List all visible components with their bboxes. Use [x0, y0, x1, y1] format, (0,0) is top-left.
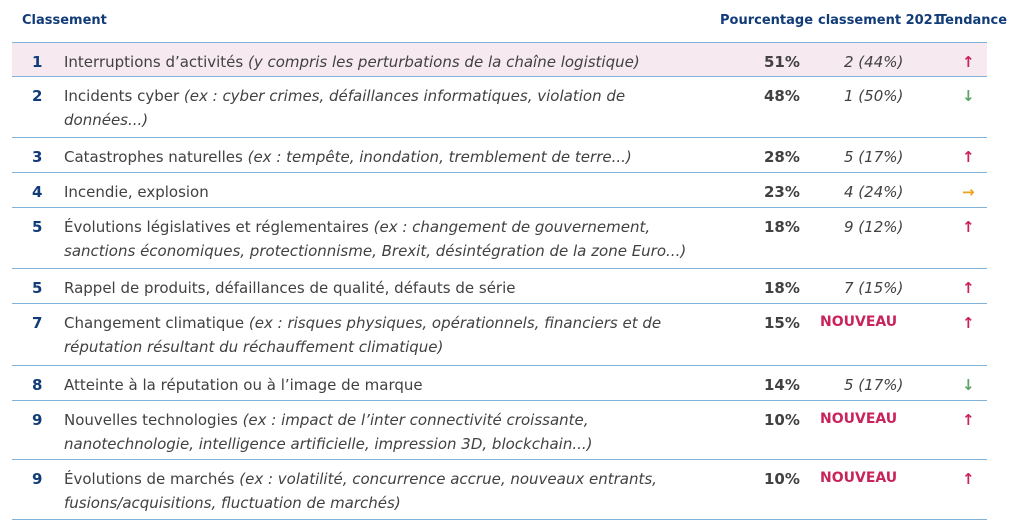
row-rank: 5	[32, 218, 43, 236]
row-label	[64, 215, 704, 263]
row-label-main: Incendie, explosion	[64, 183, 209, 201]
arrow-down-icon: ↓	[962, 87, 975, 105]
row-rank: 8	[32, 376, 43, 394]
row-label	[64, 145, 704, 169]
row-label-detail: (ex : tempête, inondation, tremblement de terre...)	[247, 148, 632, 166]
arrow-up-icon: ↑	[962, 218, 975, 236]
arrow-up-icon: ↑	[962, 470, 975, 488]
row-rank: 7	[32, 314, 43, 332]
table-row	[12, 138, 987, 173]
row-label-main: Évolutions législatives et réglementaires	[64, 218, 374, 236]
table-row	[12, 366, 987, 401]
arrow-right-icon: →	[962, 183, 975, 201]
row-label-main: Rappel de produits, défaillances de qualité, défauts de série	[64, 279, 516, 297]
row-label	[64, 180, 704, 204]
row-label-detail: (ex : risques physiques, opérationnels, financiers et de réputation résultant du réchauffement climatique)	[64, 314, 662, 356]
row-ranking-2021: 4 (24%)	[844, 183, 904, 201]
row-label	[64, 311, 704, 359]
row-label-main: Nouvelles technologies	[64, 411, 243, 429]
row-ranking-2021: 2 (44%)	[844, 53, 904, 71]
arrow-down-icon: ↓	[962, 376, 975, 394]
table-row	[12, 208, 987, 269]
table-row	[12, 42, 987, 77]
header-percentage: Pourcentage	[720, 13, 814, 28]
header-ranking-2021: classement 2021	[818, 13, 942, 28]
row-rank: 3	[32, 148, 43, 166]
row-label-main: Atteinte à la réputation ou à l’image de marque	[64, 376, 423, 394]
header-trend: Tendance	[938, 13, 1008, 28]
arrow-up-icon: ↑	[962, 148, 975, 166]
row-label-main: Catastrophes naturelles	[64, 148, 248, 166]
row-rank: 1	[32, 53, 43, 71]
row-ranking-2021: 5 (17%)	[844, 148, 904, 166]
row-ranking-2021: 7 (15%)	[844, 279, 904, 297]
row-ranking-2021: 5 (17%)	[844, 376, 904, 394]
row-label	[64, 276, 704, 300]
row-label-detail: (ex : impact de l’inter connectivité croissante, nanotechnologie, intelligence artificielle, impression 3D, blockchain...)	[64, 411, 593, 453]
row-percentage: 14%	[764, 376, 800, 394]
row-rank: 5	[32, 279, 43, 297]
row-percentage: 18%	[764, 279, 800, 297]
arrow-up-icon: ↑	[962, 53, 975, 71]
table-row	[12, 304, 987, 366]
row-label-detail: (ex : cyber crimes, défaillances informatiques, violation de données...)	[64, 87, 626, 129]
row-new-badge: NOUVEAU	[820, 470, 898, 486]
row-label-main: Interruptions d’activités	[64, 53, 248, 71]
row-percentage: 48%	[764, 87, 800, 105]
row-label-detail: (ex : volatilité, concurrence accrue, nouveaux entrants, fusions/acquisitions, fluctuation de marchés)	[64, 470, 657, 512]
row-percentage: 23%	[764, 183, 800, 201]
row-rank: 9	[32, 470, 43, 488]
row-ranking-2021: 1 (50%)	[844, 87, 904, 105]
table-row	[12, 460, 987, 520]
table-row	[12, 77, 987, 138]
table-row	[12, 401, 987, 460]
row-label	[64, 84, 704, 132]
table-row	[12, 173, 987, 208]
row-new-badge: NOUVEAU	[820, 411, 898, 427]
row-label-main: Évolutions de marchés	[64, 470, 240, 488]
row-rank: 4	[32, 183, 43, 201]
header-rank: Classement	[22, 13, 107, 28]
row-ranking-2021: 9 (12%)	[844, 218, 904, 236]
row-label	[64, 373, 704, 397]
row-percentage: 18%	[764, 218, 800, 236]
arrow-up-icon: ↑	[962, 314, 975, 332]
row-percentage: 15%	[764, 314, 800, 332]
row-percentage: 10%	[764, 470, 800, 488]
row-label-main: Changement climatique	[64, 314, 249, 332]
row-label	[64, 50, 704, 74]
row-percentage: 28%	[764, 148, 800, 166]
arrow-up-icon: ↑	[962, 411, 975, 429]
row-rank: 9	[32, 411, 43, 429]
row-rank: 2	[32, 87, 43, 105]
row-label	[64, 408, 704, 456]
row-label-detail: (y compris les perturbations de la chaîne logistique)	[247, 53, 640, 71]
table-row	[12, 269, 987, 304]
row-label-detail: (ex : changement de gouvernement, sanctions économiques, protectionnisme, Brexit, désintégration de la zone Euro...)	[64, 218, 687, 260]
row-label-main: Incidents cyber	[64, 87, 184, 105]
arrow-up-icon: ↑	[962, 279, 975, 297]
row-label	[64, 467, 704, 515]
row-new-badge: NOUVEAU	[820, 314, 898, 330]
row-percentage: 51%	[764, 53, 800, 71]
row-percentage: 10%	[764, 411, 800, 429]
